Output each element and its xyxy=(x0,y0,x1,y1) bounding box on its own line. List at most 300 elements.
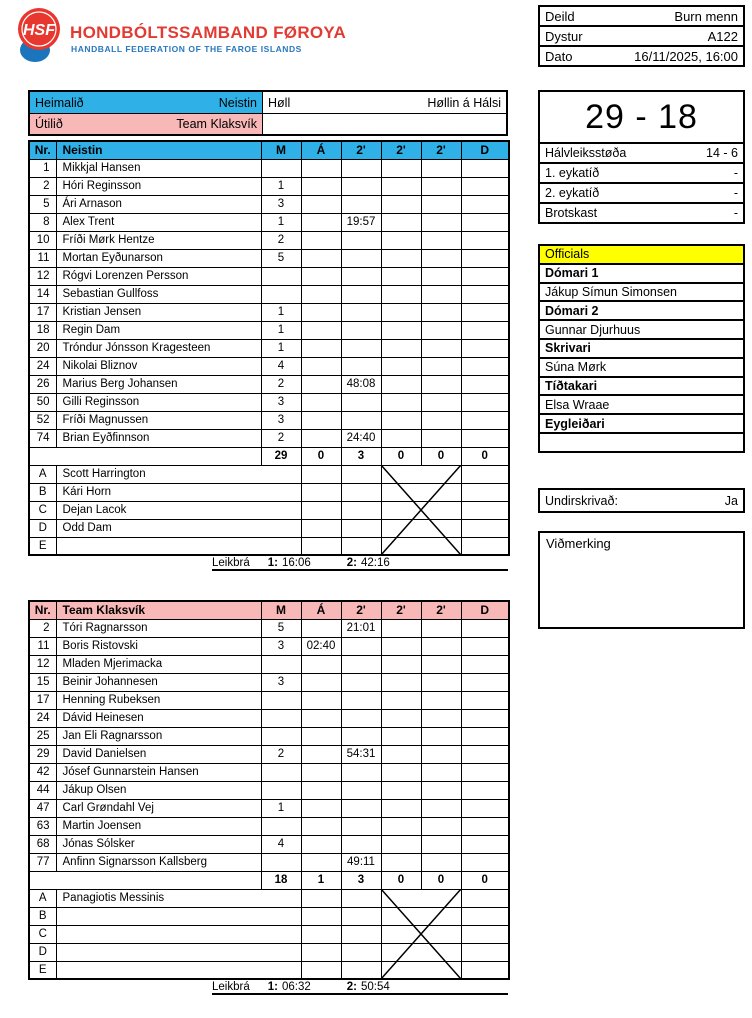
player-number: 24 xyxy=(29,357,56,375)
stat-cell xyxy=(461,691,509,709)
half1-time: 16:06 xyxy=(281,557,311,569)
stat-cell xyxy=(461,303,509,321)
stat-cell xyxy=(461,637,509,655)
col-header-stat: 2' xyxy=(381,601,421,619)
player-name: Alex Trent xyxy=(56,213,261,231)
stat-cell xyxy=(461,321,509,339)
home-team-cell xyxy=(30,92,263,113)
stat-cell: 49:11 xyxy=(341,853,381,871)
stat-cell xyxy=(421,411,461,429)
stat-cell: 5 xyxy=(261,619,301,637)
col-header-stat: D xyxy=(461,601,509,619)
stat-cell xyxy=(461,483,509,501)
stat-cell xyxy=(461,375,509,393)
remarks-label: Viðmerking xyxy=(546,536,611,551)
crossed-out-cell xyxy=(381,907,461,925)
roster-header-row xyxy=(29,141,509,159)
crossed-out-cell xyxy=(381,961,461,979)
bench-letter: D xyxy=(29,519,56,537)
stat-cell xyxy=(301,853,341,871)
bench-letter: E xyxy=(29,961,56,979)
stat-cell xyxy=(421,375,461,393)
score-row-halftime xyxy=(538,142,745,164)
stat-cell xyxy=(381,213,421,231)
player-name: Carl Grøndahl Vej xyxy=(56,799,261,817)
stat-cell xyxy=(461,213,509,231)
stat-cell xyxy=(381,357,421,375)
stat-cell xyxy=(421,835,461,853)
away-team-cell xyxy=(30,114,263,134)
stat-cell xyxy=(461,357,509,375)
player-number: 17 xyxy=(29,691,56,709)
stat-cell xyxy=(341,781,381,799)
info-row-dystur xyxy=(538,25,745,47)
stat-cell: 1 xyxy=(261,177,301,195)
player-name: Nikolai Bliznov xyxy=(56,357,261,375)
stat-cell xyxy=(461,393,509,411)
official-role: Eygleiðari xyxy=(538,413,745,434)
crossed-out-cell xyxy=(381,889,461,907)
bench-row xyxy=(29,537,509,555)
stat-cell xyxy=(341,537,381,555)
stat-cell xyxy=(341,339,381,357)
stat-cell xyxy=(301,195,341,213)
bench-name xyxy=(56,925,301,943)
official-name: Elsa Wraae xyxy=(538,394,745,415)
col-header-stat: Á xyxy=(301,141,341,159)
stat-cell xyxy=(301,817,341,835)
away-team-row xyxy=(30,113,506,134)
player-name: Kristian Jensen xyxy=(56,303,261,321)
totals-cell: 0 xyxy=(381,871,421,889)
bench-row xyxy=(29,943,509,961)
stat-cell: 4 xyxy=(261,357,301,375)
stat-cell xyxy=(421,321,461,339)
score-value: - xyxy=(733,186,738,200)
home-team-row xyxy=(30,92,506,113)
stat-cell xyxy=(381,817,421,835)
stat-cell xyxy=(461,709,509,727)
player-number: 8 xyxy=(29,213,56,231)
stat-cell xyxy=(461,853,509,871)
stat-cell xyxy=(461,159,509,177)
player-number: 44 xyxy=(29,781,56,799)
stat-cell xyxy=(381,853,421,871)
stat-cell xyxy=(301,943,341,961)
score-label: Brotskast xyxy=(545,206,598,220)
totals-cell: 1 xyxy=(301,871,341,889)
score-value: - xyxy=(733,206,738,220)
col-header-stat: M xyxy=(261,141,301,159)
player-name: David Danielsen xyxy=(56,745,261,763)
stat-cell xyxy=(341,357,381,375)
stat-cell xyxy=(421,285,461,303)
stat-cell xyxy=(341,267,381,285)
player-row xyxy=(29,249,509,267)
totals-spacer xyxy=(29,447,261,465)
stat-cell xyxy=(421,177,461,195)
player-name: Tóri Ragnarsson xyxy=(56,619,261,637)
official-name: Jákup Símun Simonsen xyxy=(538,282,745,303)
player-row xyxy=(29,709,509,727)
stat-cell xyxy=(461,943,509,961)
stat-cell xyxy=(381,673,421,691)
stat-cell xyxy=(461,619,509,637)
col-header-stat: 2' xyxy=(421,141,461,159)
player-row xyxy=(29,835,509,853)
score-label: 2. eykatíð xyxy=(545,186,600,200)
stat-cell: 1 xyxy=(261,799,301,817)
player-name: Rógvi Lorenzen Persson xyxy=(56,267,261,285)
score-row-overtime2 xyxy=(538,182,745,204)
stat-cell xyxy=(421,637,461,655)
stat-cell xyxy=(461,285,509,303)
player-number: 77 xyxy=(29,853,56,871)
player-name: Jan Eli Ragnarsson xyxy=(56,727,261,745)
player-number: 2 xyxy=(29,177,56,195)
stat-cell xyxy=(341,195,381,213)
stat-cell xyxy=(461,889,509,907)
info-label: Deild xyxy=(545,8,575,24)
stat-cell xyxy=(341,673,381,691)
half1-label: 1: xyxy=(267,557,278,569)
player-row xyxy=(29,411,509,429)
player-row xyxy=(29,637,509,655)
stat-cell xyxy=(421,249,461,267)
stat-cell xyxy=(301,537,341,555)
bench-name: Kári Horn xyxy=(56,483,301,501)
stat-cell xyxy=(381,393,421,411)
stat-cell xyxy=(301,835,341,853)
player-row xyxy=(29,357,509,375)
stat-cell xyxy=(301,781,341,799)
totals-cell: 0 xyxy=(381,447,421,465)
stat-cell xyxy=(261,853,301,871)
stat-cell: 4 xyxy=(261,835,301,853)
stat-cell xyxy=(461,501,509,519)
player-row xyxy=(29,655,509,673)
player-row xyxy=(29,267,509,285)
signature-value: Ja xyxy=(724,493,738,508)
official-role: Skrivari xyxy=(538,338,745,359)
score-label: Hálvleiksstøða xyxy=(545,146,627,160)
bench-row xyxy=(29,465,509,483)
bench-row xyxy=(29,483,509,501)
crossed-out-cell xyxy=(381,501,461,519)
stat-cell xyxy=(301,763,341,781)
stat-cell xyxy=(301,429,341,447)
org-name: HONDBÓLTSSAMBAND FØROYA xyxy=(70,23,347,42)
stat-cell xyxy=(341,691,381,709)
stat-cell xyxy=(301,285,341,303)
half1-time: 06:32 xyxy=(281,981,311,993)
stat-cell xyxy=(301,375,341,393)
stat-cell: 21:01 xyxy=(341,619,381,637)
stat-cell xyxy=(261,727,301,745)
stat-cell xyxy=(261,655,301,673)
bench-row xyxy=(29,889,509,907)
col-header-stat: 2' xyxy=(341,601,381,619)
player-name: Marius Berg Johansen xyxy=(56,375,261,393)
stat-cell xyxy=(421,357,461,375)
stat-cell xyxy=(381,375,421,393)
player-name: Henning Rubeksen xyxy=(56,691,261,709)
player-row xyxy=(29,393,509,411)
stat-cell xyxy=(341,177,381,195)
stat-cell xyxy=(421,763,461,781)
crossed-out-cell xyxy=(381,465,461,483)
player-name: Tróndur Jónsson Kragesteen xyxy=(56,339,261,357)
bench-letter: D xyxy=(29,943,56,961)
officials-title: Officials xyxy=(538,244,745,265)
stat-cell xyxy=(261,285,301,303)
player-number: 63 xyxy=(29,817,56,835)
score-row-overtime1 xyxy=(538,162,745,184)
stat-cell xyxy=(381,429,421,447)
hall-label: Høll xyxy=(268,95,291,110)
player-row xyxy=(29,429,509,447)
crossed-out-cell xyxy=(381,537,461,555)
stat-cell xyxy=(421,267,461,285)
stat-cell: 3 xyxy=(261,637,301,655)
stat-cell xyxy=(461,429,509,447)
official-role: Dómari 1 xyxy=(538,263,745,284)
stat-cell xyxy=(261,763,301,781)
stat-cell xyxy=(301,925,341,943)
bench-letter: A xyxy=(29,465,56,483)
stat-cell xyxy=(381,781,421,799)
stat-cell xyxy=(461,745,509,763)
stat-cell: 1 xyxy=(261,303,301,321)
stat-cell xyxy=(261,691,301,709)
stat-cell xyxy=(261,709,301,727)
stat-cell xyxy=(421,619,461,637)
stat-cell xyxy=(381,691,421,709)
roster-away xyxy=(28,600,508,995)
totals-row xyxy=(29,871,509,889)
player-name: Fríði Magnussen xyxy=(56,411,261,429)
player-name: Mikkjal Hansen xyxy=(56,159,261,177)
stat-cell: 1 xyxy=(261,339,301,357)
stat-cell xyxy=(381,231,421,249)
bench-row xyxy=(29,501,509,519)
playtimes-row xyxy=(212,557,508,571)
stat-cell xyxy=(421,429,461,447)
stat-cell xyxy=(301,267,341,285)
totals-cell: 18 xyxy=(261,871,301,889)
player-number: 11 xyxy=(29,637,56,655)
playtimes-label: Leikbrá xyxy=(212,557,250,569)
stat-cell xyxy=(301,655,341,673)
stat-cell xyxy=(421,817,461,835)
svg-text:HSF: HSF xyxy=(23,22,55,39)
stat-cell xyxy=(381,249,421,267)
stat-cell xyxy=(461,177,509,195)
col-header-nr: Nr. xyxy=(29,141,56,159)
stat-cell xyxy=(301,889,341,907)
stat-cell xyxy=(301,249,341,267)
stat-cell xyxy=(301,673,341,691)
player-number: 5 xyxy=(29,195,56,213)
stat-cell: 24:40 xyxy=(341,429,381,447)
half2-time: 42:16 xyxy=(360,557,390,569)
stat-cell: 19:57 xyxy=(341,213,381,231)
info-value: Burn menn xyxy=(674,8,738,24)
stat-cell xyxy=(301,321,341,339)
col-header-stat: Á xyxy=(301,601,341,619)
signature-box xyxy=(538,488,745,513)
player-name: Sebastian Gullfoss xyxy=(56,285,261,303)
stat-cell xyxy=(301,357,341,375)
player-number: 17 xyxy=(29,303,56,321)
bench-letter: E xyxy=(29,537,56,555)
stat-cell xyxy=(421,303,461,321)
stat-cell: 2 xyxy=(261,429,301,447)
stat-cell xyxy=(421,727,461,745)
stat-cell xyxy=(461,195,509,213)
final-score: 29 - 18 xyxy=(538,90,745,144)
half1-label: 1: xyxy=(267,981,278,993)
stat-cell xyxy=(421,853,461,871)
stat-cell xyxy=(421,159,461,177)
stat-cell xyxy=(341,763,381,781)
stat-cell xyxy=(421,195,461,213)
stat-cell xyxy=(341,321,381,339)
stat-cell xyxy=(461,411,509,429)
bench-letter: C xyxy=(29,501,56,519)
col-header-stat: 2' xyxy=(381,141,421,159)
stat-cell xyxy=(341,285,381,303)
roster-team-name: Team Klaksvík xyxy=(56,601,261,619)
stat-cell xyxy=(301,799,341,817)
stat-cell xyxy=(341,709,381,727)
stat-cell xyxy=(381,303,421,321)
half2-label: 2: xyxy=(346,557,357,569)
roster-home xyxy=(28,140,508,571)
player-number: 26 xyxy=(29,375,56,393)
player-row xyxy=(29,159,509,177)
player-row xyxy=(29,763,509,781)
stat-cell xyxy=(461,925,509,943)
score-label: 1. eykatíð xyxy=(545,166,600,180)
remarks-box xyxy=(538,531,745,629)
bench-name xyxy=(56,907,301,925)
stat-cell xyxy=(301,303,341,321)
score-value: - xyxy=(733,166,738,180)
info-label: Dystur xyxy=(545,28,583,44)
player-name: Regin Dam xyxy=(56,321,261,339)
signature-label: Undirskrivað: xyxy=(545,493,618,508)
stat-cell xyxy=(341,817,381,835)
player-number: 68 xyxy=(29,835,56,853)
stat-cell xyxy=(301,177,341,195)
bench-row xyxy=(29,519,509,537)
info-row-deild xyxy=(538,5,745,27)
player-number: 11 xyxy=(29,249,56,267)
crossed-out-cell xyxy=(381,925,461,943)
stat-cell xyxy=(301,709,341,727)
player-number: 14 xyxy=(29,285,56,303)
stat-cell xyxy=(341,303,381,321)
stat-cell xyxy=(341,637,381,655)
stat-cell: 3 xyxy=(261,673,301,691)
stat-cell xyxy=(301,619,341,637)
player-name: Jósef Gunnarstein Hansen xyxy=(56,763,261,781)
stat-cell xyxy=(421,745,461,763)
player-name: Gilli Reginsson xyxy=(56,393,261,411)
stat-cell xyxy=(301,393,341,411)
stat-cell xyxy=(341,465,381,483)
totals-cell: 0 xyxy=(301,447,341,465)
player-name: Beinir Johannesen xyxy=(56,673,261,691)
crossed-out-cell xyxy=(381,519,461,537)
player-number: 15 xyxy=(29,673,56,691)
player-row xyxy=(29,781,509,799)
org-subtitle: HANDBALL FEDERATION OF THE FAROE ISLANDS xyxy=(71,44,302,54)
player-number: 2 xyxy=(29,619,56,637)
player-row xyxy=(29,303,509,321)
stat-cell xyxy=(341,249,381,267)
stat-cell xyxy=(461,231,509,249)
stat-cell xyxy=(301,411,341,429)
stat-cell xyxy=(461,799,509,817)
player-row xyxy=(29,817,509,835)
player-number: 52 xyxy=(29,411,56,429)
stat-cell xyxy=(381,835,421,853)
stat-cell: 02:40 xyxy=(301,637,341,655)
stat-cell: 2 xyxy=(261,375,301,393)
stat-cell xyxy=(341,519,381,537)
stat-cell xyxy=(301,727,341,745)
stat-cell: 54:31 xyxy=(341,745,381,763)
score-row-penalties xyxy=(538,202,745,224)
stat-cell xyxy=(381,339,421,357)
player-name: Jákup Olsen xyxy=(56,781,261,799)
stat-cell xyxy=(341,501,381,519)
stat-cell xyxy=(301,745,341,763)
col-header-stat: 2' xyxy=(421,601,461,619)
officials-box xyxy=(538,244,745,453)
score-box xyxy=(538,90,745,224)
player-name: Hóri Reginsson xyxy=(56,177,261,195)
bench-row xyxy=(29,961,509,979)
bench-name: Odd Dam xyxy=(56,519,301,537)
roster-table-away xyxy=(28,600,510,980)
stat-cell xyxy=(421,655,461,673)
player-number: 29 xyxy=(29,745,56,763)
stat-cell xyxy=(301,231,341,249)
stat-cell xyxy=(261,817,301,835)
stat-cell xyxy=(341,835,381,853)
totals-cell: 0 xyxy=(421,447,461,465)
stat-cell xyxy=(341,799,381,817)
stat-cell xyxy=(301,961,341,979)
info-value: A122 xyxy=(707,28,738,44)
stat-cell xyxy=(301,691,341,709)
roster-team-name: Neistin xyxy=(56,141,261,159)
totals-spacer xyxy=(29,871,261,889)
stat-cell xyxy=(461,763,509,781)
hall-cell xyxy=(263,92,506,113)
bench-letter: B xyxy=(29,483,56,501)
bench-name: Dejan Lacok xyxy=(56,501,301,519)
player-row xyxy=(29,285,509,303)
stat-cell xyxy=(461,817,509,835)
player-number: 18 xyxy=(29,321,56,339)
stat-cell xyxy=(461,537,509,555)
stat-cell xyxy=(421,799,461,817)
player-row xyxy=(29,745,509,763)
